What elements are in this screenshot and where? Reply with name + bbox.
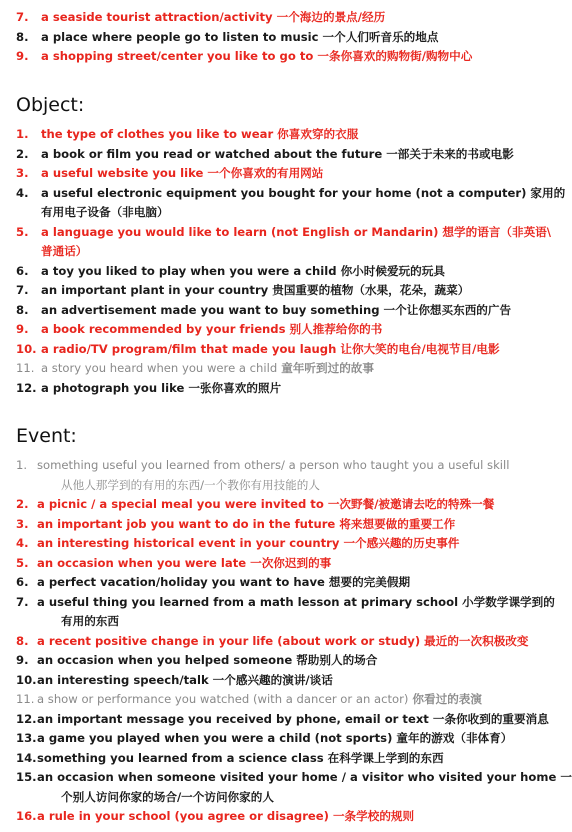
topic-chinese: 一次你迟到的事	[250, 555, 332, 570]
topic-english: an important plant in your country	[41, 283, 269, 297]
topic-english: a useful thing you learned from a math lesson at primary school	[37, 594, 459, 609]
topic-english: a story you heard when you were a child	[41, 361, 278, 375]
topic-text	[41, 164, 323, 184]
topic-number: 9.	[16, 49, 29, 63]
topic-number: 16.	[16, 809, 37, 823]
topic-text	[41, 184, 565, 204]
topic-number: 3.	[16, 516, 29, 531]
topic-continuation: 个别人访问你家的场合/一个访问你家的人	[61, 789, 274, 804]
topic-chinese: 一个让你想买东西的广告	[383, 302, 512, 317]
topic-english: a book recommended by your friends	[41, 322, 286, 336]
topic-number: 5.	[16, 555, 29, 570]
topic-english: a place where people go to listen to music	[41, 29, 319, 44]
topic-text	[41, 281, 469, 301]
topic-text	[37, 690, 482, 710]
topic-text	[41, 125, 358, 145]
topic-english: a photograph you like	[41, 380, 185, 395]
topic-number: 11.	[16, 361, 35, 375]
topic-continuation: 从他人那学到的有用的东西/一个教你有用技能的人	[61, 477, 320, 492]
topic-number: 4.	[16, 536, 29, 550]
topic-text	[37, 534, 459, 554]
topic-number: 4.	[16, 185, 29, 200]
topic-english: a game you played when you were a child (not sports)	[37, 731, 393, 745]
topic-number: 14.	[16, 750, 37, 765]
topic-english: an occasion when you helped someone	[37, 653, 293, 667]
topic-english: the type of clothes you like to wear	[41, 127, 274, 141]
topic-english: an interesting speech/talk	[37, 672, 209, 687]
topic-number: 9.	[16, 653, 29, 667]
topic-english: an occasion when you were late	[37, 555, 247, 570]
topic-chinese: 想要的完美假期	[328, 575, 411, 589]
topic-chinese: 一条你喜欢的购物街/购物中心	[317, 49, 473, 63]
topic-chinese: 家用的	[530, 185, 566, 200]
topic-chinese: 一个海边的景点/经历	[276, 10, 386, 24]
event-heading: Event:	[16, 425, 77, 447]
topic-number: 15.	[16, 770, 37, 784]
topic-chinese: 一条学校的规则	[332, 809, 415, 823]
topic-chinese: 一个人们听音乐的地点	[322, 29, 439, 44]
topic-number: 12.	[16, 380, 37, 395]
topic-text	[37, 573, 410, 593]
topic-english: a toy you liked to play when you were a child	[41, 263, 337, 278]
topic-english: a useful electronic equipment you bought for your home (not a computer)	[41, 185, 527, 200]
topic-number: 7.	[16, 10, 29, 24]
topic-chinese: 一个感兴趣的演讲/谈话	[212, 672, 333, 687]
topic-continuation: 普通话）	[41, 244, 88, 258]
topic-number: 8.	[16, 29, 29, 44]
topic-chinese: 最近的一次积极改变	[424, 633, 529, 648]
topic-number: 12.	[16, 711, 37, 726]
topic-chinese: 将来想要做的重要工作	[339, 516, 456, 531]
topic-english: a recent positive change in your life (about work or study)	[37, 633, 421, 648]
topic-number: 7.	[16, 594, 29, 609]
topic-number: 7.	[16, 283, 29, 297]
topic-chinese: 一次野餐/被邀请去吃的特殊一餐	[327, 497, 495, 511]
topic-text	[37, 515, 455, 535]
topic-chinese: 别人推荐给你的书	[289, 322, 383, 336]
topic-english: a rule in your school (you agree or disagree)	[37, 809, 329, 823]
topic-continuation: 有用电子设备（非电脑）	[41, 205, 169, 219]
topic-english: a useful website you like	[41, 166, 204, 180]
topic-number: 6.	[16, 575, 29, 589]
topic-english: an important job you want to do in the future	[37, 516, 336, 531]
topic-chinese: 贵国重要的植物（水果，花朵，蔬菜）	[272, 283, 470, 297]
topic-text	[41, 320, 382, 340]
topic-text	[41, 28, 438, 48]
topic-number: 8.	[16, 633, 29, 648]
topic-text	[41, 145, 514, 165]
topic-text	[37, 671, 333, 691]
topic-number: 5.	[16, 224, 29, 239]
topic-chinese: 帮助别人的场合	[296, 653, 378, 667]
topic-chinese: 小学数学课学到的	[462, 594, 555, 609]
topic-chinese: 让你大笑的电台/电视节目/电影	[340, 341, 500, 356]
topic-number: 1.	[16, 127, 29, 141]
topic-english: a picnic / a special meal you were invited to	[37, 497, 324, 511]
topic-text	[37, 456, 509, 476]
topic-continuation: 有用的东西	[61, 614, 119, 628]
topic-english: an important message you received by phone, email or text	[37, 711, 429, 726]
topic-english: a language you would like to learn (not English or Mandarin)	[41, 224, 439, 239]
topic-english: a perfect vacation/holiday you want to have	[37, 575, 325, 589]
topic-chinese: 一部关于未来的书或电影	[386, 146, 514, 161]
topic-text	[37, 768, 572, 788]
topic-number: 2.	[16, 497, 29, 511]
topic-english: an interesting historical event in your country	[37, 536, 340, 550]
topic-text	[37, 593, 555, 613]
topic-text	[41, 8, 385, 28]
topic-text	[37, 749, 444, 769]
topic-chinese: 一张你喜欢的照片	[188, 380, 282, 395]
topic-number: 9.	[16, 322, 29, 336]
topic-number: 8.	[16, 302, 29, 317]
topic-text	[41, 223, 551, 243]
topic-text	[37, 554, 331, 574]
topic-english: a seaside tourist attraction/activity	[41, 10, 273, 24]
topic-chinese: 一个感兴趣的历史事件	[343, 536, 460, 550]
topic-english: an advertisement made you want to buy something	[41, 302, 380, 317]
topic-text	[37, 710, 549, 730]
topic-chinese: 想学的语言（非英语\	[442, 224, 551, 239]
topic-english: an occasion when someone visited your home / a visitor who visited your home	[37, 770, 557, 784]
topic-chinese: 一个你喜欢的有用网站	[207, 166, 324, 180]
topic-english: a radio/TV program/film that made you laugh	[41, 341, 337, 356]
topic-text	[37, 651, 377, 671]
topic-text	[37, 632, 529, 652]
topic-text	[41, 340, 500, 360]
topic-text	[41, 359, 374, 379]
topic-text	[37, 729, 512, 749]
topic-number: 1.	[16, 458, 28, 472]
topic-english: a shopping street/center you like to go to	[41, 49, 314, 63]
topic-chinese: 童年听到过的故事	[281, 361, 374, 375]
topic-text	[41, 47, 472, 67]
topic-chinese: 你小时候爱玩的玩具	[340, 263, 445, 278]
object-heading: Object:	[16, 94, 85, 116]
topic-chinese: 你喜欢穿的衣服	[277, 127, 359, 141]
topic-number: 13.	[16, 731, 37, 745]
topic-chinese: 一条你收到的重要消息	[432, 711, 549, 726]
topic-text	[41, 262, 445, 282]
topic-english: a book or film you read or watched about the future	[41, 146, 383, 161]
topic-number: 11.	[16, 692, 35, 706]
topic-english: something you learned from a science class	[37, 750, 324, 765]
topic-text	[37, 495, 494, 515]
topic-chinese: 一	[560, 770, 572, 784]
topic-text	[37, 807, 414, 827]
topic-text	[41, 301, 511, 321]
topic-number: 3.	[16, 166, 29, 180]
topic-number: 6.	[16, 263, 29, 278]
topic-chinese: 你看过的表演	[412, 692, 482, 706]
topic-number: 10.	[16, 341, 37, 356]
topic-text	[41, 379, 281, 399]
topic-number: 10.	[16, 672, 37, 687]
topic-chinese: 在科学课上学到的东西	[327, 750, 444, 765]
topic-english: a show or performance you watched (with a dancer or an actor)	[37, 692, 409, 706]
topic-english: something useful you learned from others/ a person who taught you a useful skill	[37, 458, 510, 472]
topic-chinese: 童年的游戏（非体育）	[396, 731, 513, 745]
topic-number: 2.	[16, 146, 29, 161]
